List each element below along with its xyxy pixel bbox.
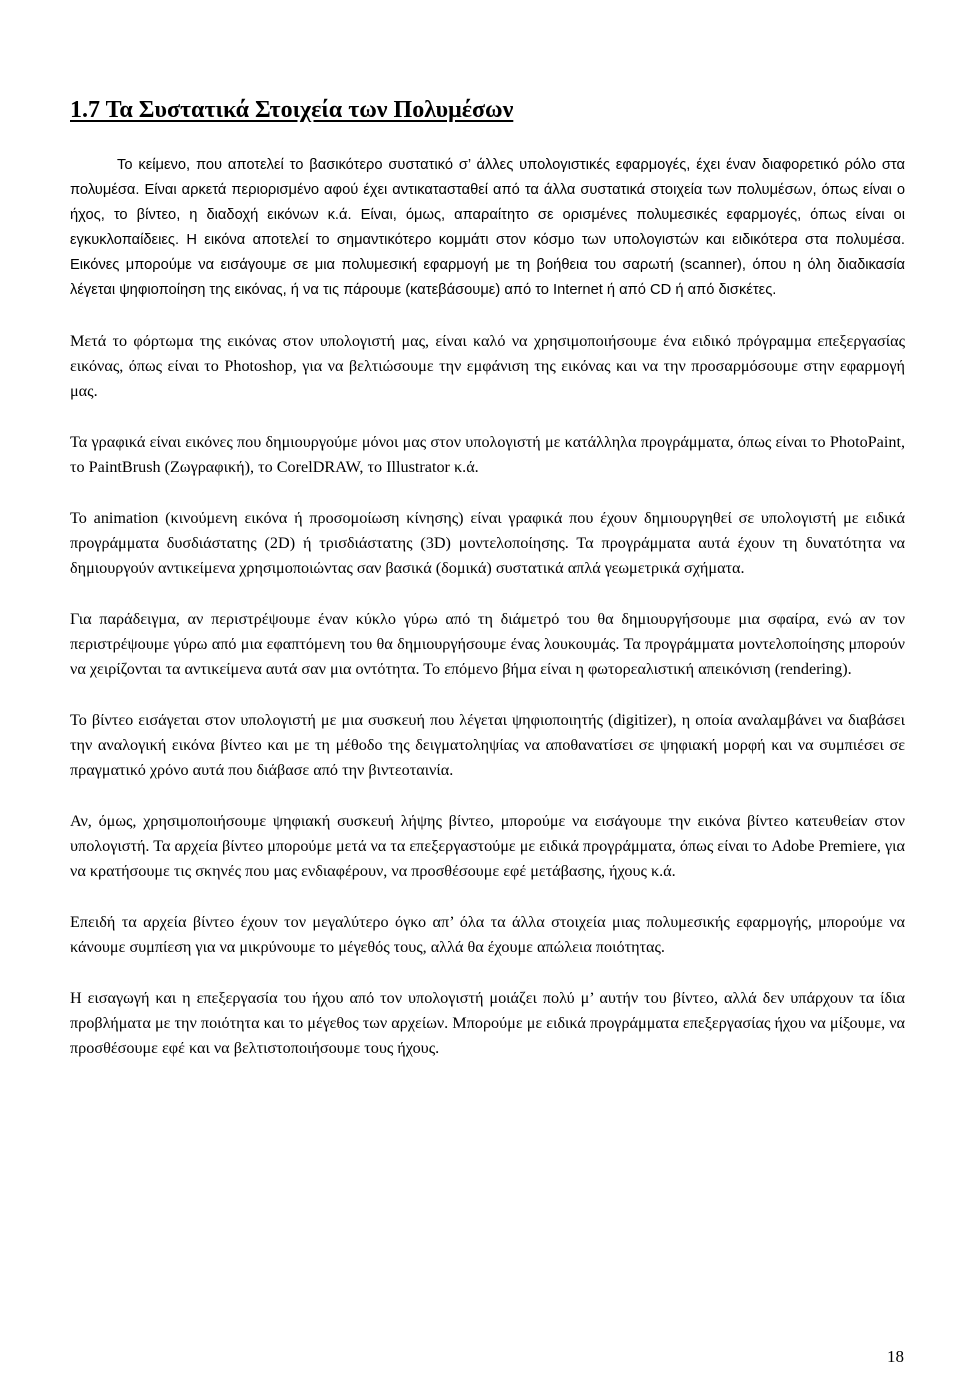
paragraph-video-digitizer: Το βίντεο εισάγεται στον υπολογιστή με μια συσκευή που λέγεται ψηφιοποιητής (digitizer), η οποία αναλαμβάνει να διαβάσει την αναλογική εικόνα βίντεο και με τη μέθοδο της δειγματοληψίας να αποθανατίσει σε ψηφιακή μορφή και να συμπιέσει σε πραγματικό χρόνο αυτά που διάβασε από την βιντεοταινία. <box>70 711 905 779</box>
paragraph-modeling-example: Για παράδειγμα, αν περιστρέψουμε έναν κύκλο γύρω από τη διάμετρό του θα δημιουργήσουμε μια σφαίρα, ενώ αν τον περιστρέψουμε γύρω από μια εφαπτόμενη του θα δημιουργήσουμε ένας λουκουμάς. Τα προγράμματα μοντελοποίησης μπορούν να χειρίζονται τα αντικείμενα αυτά σαν μια οντότητα. Το επόμενο βήμα είναι η φωτορεαλιστική απεικόνιση (rendering). <box>70 610 905 678</box>
paragraph-graphics: Τα γραφικά είναι εικόνες που δημιουργούμε μόνοι μας στον υπολογιστή με κατάλληλα προγράμματα, όπως είναι το PhotoPaint, το PaintBrush (Ζωγραφική), το CorelDRAW, το Illustrator κ.ά. <box>70 433 905 476</box>
paragraph-image-editing: Μετά το φόρτωμα της εικόνας στον υπολογιστή μας, είναι καλό να χρησιμοποιήσουμε ένα ειδικό πρόγραμμα επεξεργασίας εικόνας, όπως είναι το Photoshop, για να βελτιώσουμε την εμφάνιση της εικόνας και να την προσαρμόσουμε στην εφαρμογή μας. <box>70 332 905 400</box>
paragraph-digital-video: Αν, όμως, χρησιμοποιήσουμε ψηφιακή συσκευή λήψης βίντεο, μπορούμε να εισάγουμε την εικόνα βίντεο κατευθείαν στον υπολογιστή. Τα αρχεία βίντεο μπορούμε μετά να τα επεξεργαστούμε με ειδικά προγράμματα, όπως είναι το Adobe Premiere, για να κρατήσουμε τις σκηνές που μας ενδιαφέρουν, να προσθέσουμε εφέ μετάβασης, ήχους κ.ά. <box>70 812 905 880</box>
paragraph-audio: Η εισαγωγή και η επεξεργασία του ήχου από τον υπολογιστή μοιάζει πολύ μ’ αυτήν του βίντεο, αλλά δεν υπάρχουν τα ίδια προβλήματα με την ποιότητα και το μέγεθος των αρχείων. Μπορούμε με ειδικά προγράμματα επεξεργασίας ήχου να μίξουμε, να προσθέσουμε εφέ και να βελτιστοποιήσουμε τους ήχους. <box>70 989 905 1057</box>
paragraph-video-compression: Επειδή τα αρχεία βίντεο έχουν τον μεγαλύτερο όγκο απ’ όλα τα άλλα στοιχεία μιας πολυμεσικής εφαρμογής, μπορούμε να κάνουμε συμπίεση για να μικρύνουμε το μέγεθός τους, αλλά θα έχουμε απώλεια ποιότητας. <box>70 913 905 956</box>
section-title: 1.7 Τα Συστατικά Στοιχεία των Πολυμέσων <box>70 97 514 123</box>
paragraph-text-intro: Το κείμενο, που αποτελεί το βασικότερο συστατικό σ’ άλλες υπολογιστικές εφαρμογές, έχει έναν διαφορετικό ρόλο στα πολυμέσα. Είναι αρκετά περιορισμένο αφού έχει αντικατασταθεί από τα άλλα συστατικά στοιχεία των πολυμέσων, όπως είναι ο ήχος, το βίντεο, η διαδοχή εικόνων κ.ά. Είναι, όμως, απαραίτητο σε ορισμένες πολυμεσικές εφαρμογές, όπως είναι οι εγκυκλοπαίδειες. Η εικόνα αποτελεί το σημαντικότερο κομμάτι στον κόσμο των υπολογιστών και ειδικότερα στα πολυμέσα. Εικόνες μπορούμε να εισάγουμε σε μια πολυμεσική εφαρμογή με τη βοήθεια του σαρωτή (scanner), όπου η όλη διαδικασία λέγεται ψηφιοποίηση της εικόνας, ή να τις πάρουμε (κατεβάσουμε) από το Internet ή από CD ή από δισκέτες. <box>70 157 905 298</box>
page-number: 18 <box>887 1347 904 1366</box>
paragraph-animation: Το animation (κινούμενη εικόνα ή προσομοίωση κίνησης) είναι γραφικά που έχουν δημιουργηθεί σε υπολογιστή με ειδικά προγράμματα δυσδιάστατης (2D) ή τρισδιάστατης (3D) μοντελοποίησης. Τα προγράμματα αυτά έχουν τη δυνατότητα να δημιουργούν αντικείμενα χρησιμοποιώντας σαν βασικά (δομικά) συστατικά απλά γεωμετρικά σχήματα. <box>70 509 905 577</box>
body-text <box>70 153 905 1087</box>
